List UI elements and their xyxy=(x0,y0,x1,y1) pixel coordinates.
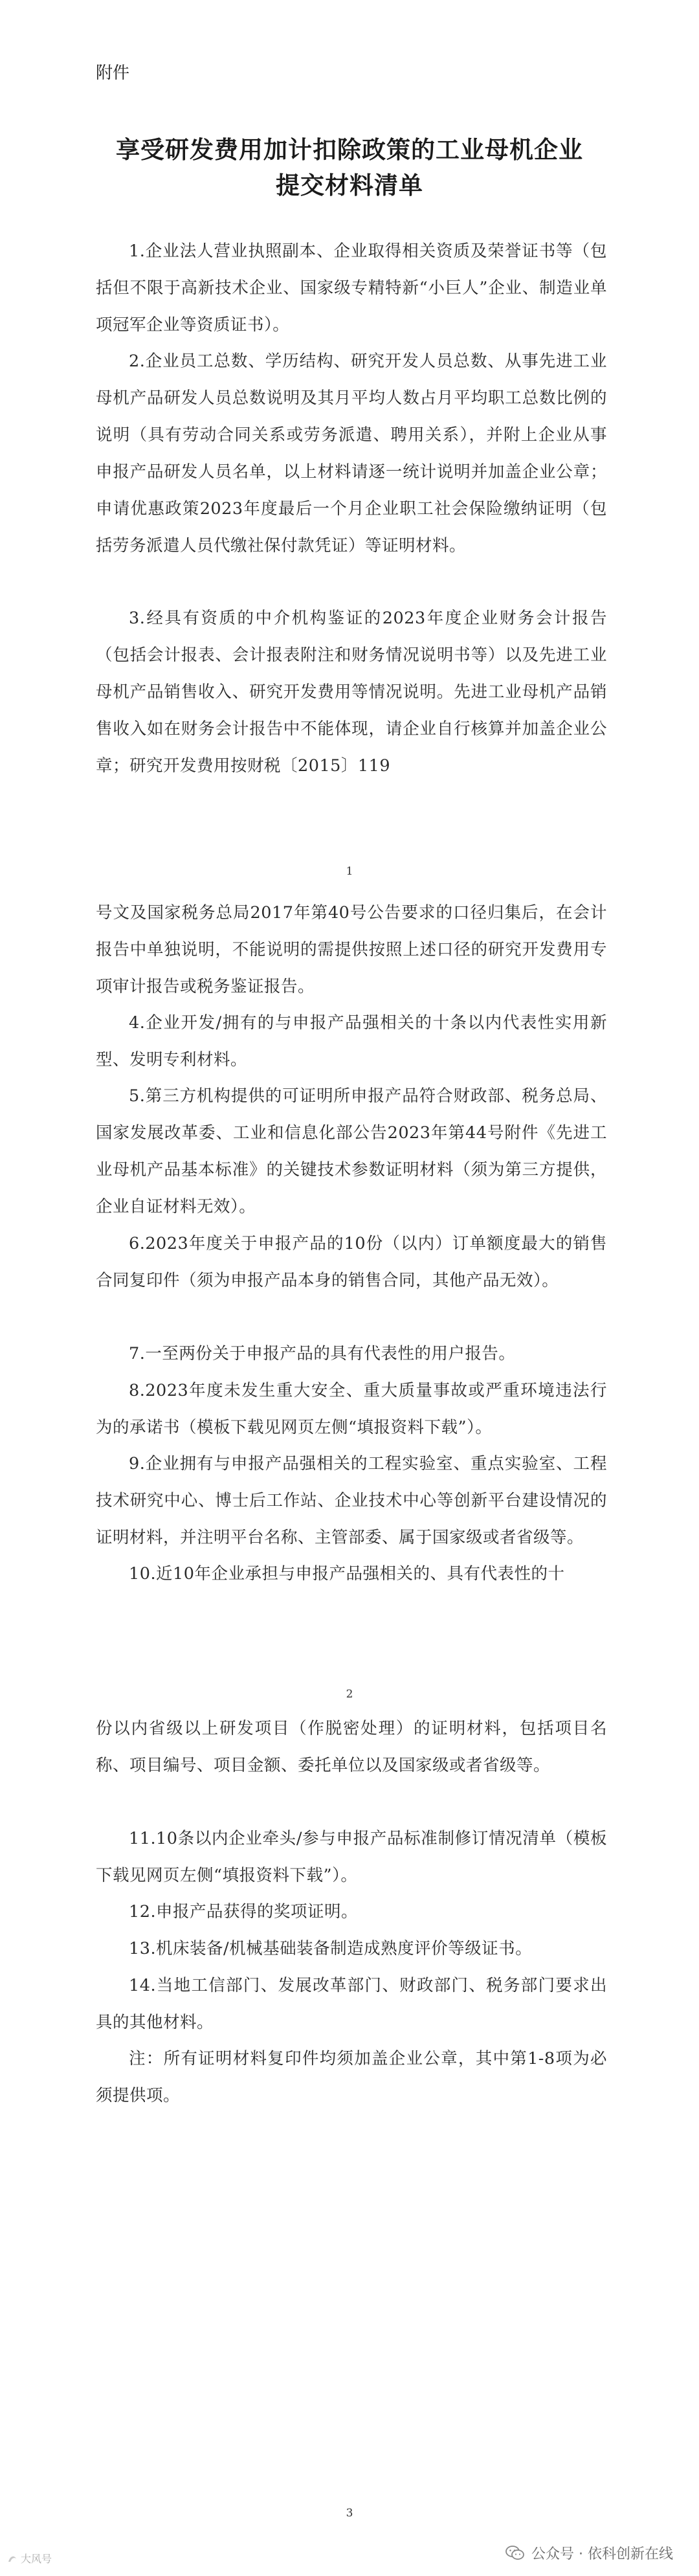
account-prefix: 公众号 · xyxy=(531,2546,588,2562)
page-number-3: 3 xyxy=(346,2507,353,2520)
wechat-account-footer xyxy=(505,2543,673,2563)
item-2: 2.企业员工总数、学历结构、研究开发人员总数、从事先进工业母机产品研发人员总数说明及其月平均人数占月平均职工总数比例的说明（具有劳动合同关系或劳务派遣、聘用关系），并附上企业从事申报产品研发人员名单，以上材料请逐一统计说明并加盖企业公章；申请优惠政策2023年度最后一个月企业职工社会保险缴纳证明（包括劳务派遣人员代缴社保付款凭证）等证明材料。 xyxy=(96,352,607,555)
watermark-logo-icon xyxy=(6,2553,18,2564)
page-number-1: 1 xyxy=(346,865,353,878)
item-7: 7.一至两份关于申报产品的具有代表性的用户报告。 xyxy=(129,1344,516,1363)
item-11: 11.10条以内企业牵头/参与申报产品标准制修订情况清单（模板下载见网页左侧“填报资料下载”）。 xyxy=(96,1829,607,1885)
account-name: 依科创新在线 xyxy=(587,2546,673,2562)
page-number-2: 2 xyxy=(346,1688,353,1701)
item-3: 3.经具有资质的中介机构鉴证的2023年度企业财务会计报告（包括会计报表、会计报表附注和财务情况说明书等）以及先进工业母机产品销售收入、研究开发费用等情况说明。先进工业母机产品销售收入如在财务会计报告中不能体现，请企业自行核算并加盖企业公章；研究开发费用按财税〔2015〕119 xyxy=(96,609,607,776)
item-4: 4.企业开发/拥有的与申报产品强相关的十条以内代表性实用新型、发明专利材料。 xyxy=(96,1013,607,1070)
item-8: 8.2023年度未发生重大安全、重大质量事故或严重环境违法行为的承诺书（模板下载见网页左侧“填报资料下载”）。 xyxy=(96,1381,607,1437)
item-5: 5.第三方机构提供的可证明所申报产品符合财政部、税务总局、国家发展改革委、工业和信息化部公告2023年第44号附件《先进工业母机产品基本标准》的关键技术参数证明材料（须为第三方提供，企业自证材料无效）。 xyxy=(96,1086,607,1216)
wechat-icon xyxy=(505,2545,525,2562)
item-6: 6.2023年度关于申报产品的10份（以内）订单额度最大的销售合同复印件（须为申报产品本身的销售合同，其他产品无效）。 xyxy=(96,1234,607,1290)
document-title-line1: 享受研发费用加计扣除政策的工业母机企业 xyxy=(116,135,583,164)
item-14: 14.当地工信部门、发展改革部门、财政部门、税务部门要求出具的其他材料。 xyxy=(96,1976,607,2032)
document-title-line2: 提交材料清单 xyxy=(276,171,423,199)
item-9: 9.企业拥有与申报产品强相关的工程实验室、重点实验室、工程技术研究中心、博士后工作站、企业技术中心等创新平台建设情况的证明材料，并注明平台名称、主管部委、属于国家级或者省级等。 xyxy=(96,1454,607,1547)
item-1: 1.企业法人营业执照副本、企业取得相关资质及荣誉证书等（包括但不限于高新技术企业、国家级专精特新“小巨人”企业、制造业单项冠军企业等资质证书）。 xyxy=(96,241,607,335)
watermark-left xyxy=(6,2551,52,2566)
item-13: 13.机床装备/机械基础装备制造成熟度评价等级证书。 xyxy=(129,1939,533,1958)
note: 注：所有证明材料复印件均须加盖企业公章，其中第1-8项为必须提供项。 xyxy=(96,2049,607,2105)
watermark-text: 大风号 xyxy=(21,2553,52,2565)
item-10-continued: 份以内省级以上研发项目（作脱密处理）的证明材料，包括项目名称、项目编号、项目金额、委托单位以及国家级或者省级等。 xyxy=(96,1719,607,1775)
item-3-continued: 号文及国家税务总局2017年第40号公告要求的口径归集后，在会计报告中单独说明，不能说明的需提供按照上述口径的研究开发费用专项审计报告或税务鉴证报告。 xyxy=(96,903,607,996)
attachment-label: 附件 xyxy=(96,63,130,83)
item-12: 12.申报产品获得的奖项证明。 xyxy=(129,1902,359,1921)
item-10: 10.近10年企业承担与申报产品强相关的、具有代表性的十 xyxy=(129,1564,565,1584)
